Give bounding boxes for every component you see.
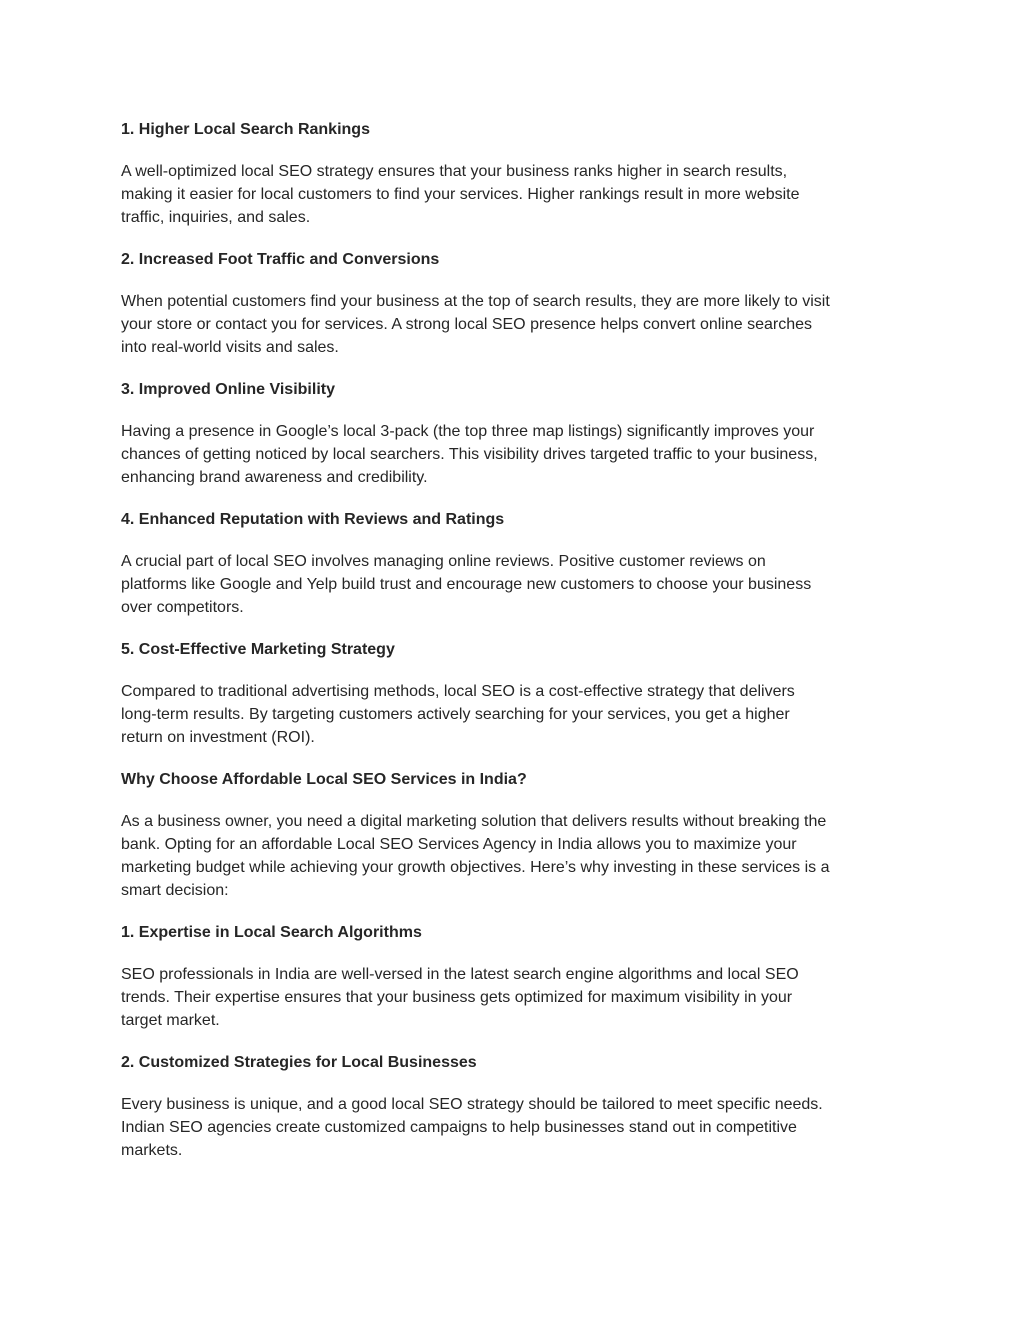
section-heading: 5. Cost-Effective Marketing Strategy — [121, 641, 395, 658]
paragraph-line: over competitors. — [121, 599, 244, 616]
paragraph-line: Every business is unique, and a good local SEO strategy should be tailored to meet specific needs. — [121, 1096, 823, 1113]
paragraph-line: SEO professionals in India are well-versed in the latest search engine algorithms and local SEO — [121, 966, 799, 983]
section-paragraph — [121, 680, 911, 749]
paragraph-line: target market. — [121, 1012, 220, 1029]
section-foot-traffic — [121, 248, 911, 359]
paragraph-line: marketing budget while achieving your growth objectives. Here’s why investing in these services is a — [121, 859, 830, 876]
paragraph-line: platforms like Google and Yelp build trust and encourage new customers to choose your business — [121, 576, 812, 593]
section-expertise — [121, 921, 911, 1032]
section-paragraph — [121, 963, 911, 1032]
section-online-visibility — [121, 378, 911, 489]
section-heading: 1. Higher Local Search Rankings — [121, 121, 370, 138]
section-higher-rankings — [121, 118, 911, 229]
paragraph-line: smart decision: — [121, 882, 229, 899]
section-paragraph — [121, 810, 911, 902]
paragraph-line: A crucial part of local SEO involves managing online reviews. Positive customer reviews on — [121, 553, 766, 570]
section-paragraph — [121, 160, 911, 229]
section-cost-effective — [121, 638, 911, 749]
section-heading: 1. Expertise in Local Search Algorithms — [121, 924, 422, 941]
paragraph-line: bank. Opting for an affordable Local SEO Services Agency in India allows you to maximize your — [121, 836, 797, 853]
section-heading: 3. Improved Online Visibility — [121, 381, 335, 398]
paragraph-line: markets. — [121, 1142, 183, 1159]
section-heading: 2. Increased Foot Traffic and Conversions — [121, 251, 440, 268]
paragraph-line: your store or contact you for services. A strong local SEO presence helps convert online searches — [121, 316, 813, 333]
paragraph-line: chances of getting noticed by local searchers. This visibility drives targeted traffic to your business, — [121, 446, 818, 463]
paragraph-line: making it easier for local customers to find your services. Higher rankings result in more website — [121, 186, 800, 203]
paragraph-line: Compared to traditional advertising methods, local SEO is a cost-effective strategy that delivers — [121, 683, 795, 700]
section-paragraph — [121, 550, 911, 619]
paragraph-line: into real-world visits and sales. — [121, 339, 339, 356]
section-heading: Why Choose Affordable Local SEO Services in India? — [121, 771, 527, 788]
section-paragraph — [121, 1093, 911, 1162]
paragraph-line: return on investment (ROI). — [121, 729, 315, 746]
document-page — [121, 118, 911, 1181]
section-reputation — [121, 508, 911, 619]
section-heading: 2. Customized Strategies for Local Businesses — [121, 1054, 477, 1071]
paragraph-line: enhancing brand awareness and credibility. — [121, 469, 428, 486]
paragraph-line: long-term results. By targeting customers actively searching for your services, you get a higher — [121, 706, 790, 723]
section-why-choose — [121, 768, 911, 902]
section-paragraph — [121, 420, 911, 489]
paragraph-line: As a business owner, you need a digital marketing solution that delivers results without breaking the — [121, 813, 827, 830]
paragraph-line: Having a presence in Google’s local 3-pack (the top three map listings) significantly improves your — [121, 423, 815, 440]
section-customized-strategies — [121, 1051, 911, 1162]
section-heading: 4. Enhanced Reputation with Reviews and Ratings — [121, 511, 505, 528]
paragraph-line: traffic, inquiries, and sales. — [121, 209, 311, 226]
section-paragraph — [121, 290, 911, 359]
paragraph-line: When potential customers find your business at the top of search results, they are more likely to visit — [121, 293, 830, 310]
paragraph-line: trends. Their expertise ensures that your business gets optimized for maximum visibility in your — [121, 989, 793, 1006]
paragraph-line: Indian SEO agencies create customized campaigns to help businesses stand out in competitive — [121, 1119, 797, 1136]
paragraph-line: A well-optimized local SEO strategy ensures that your business ranks higher in search results, — [121, 163, 788, 180]
